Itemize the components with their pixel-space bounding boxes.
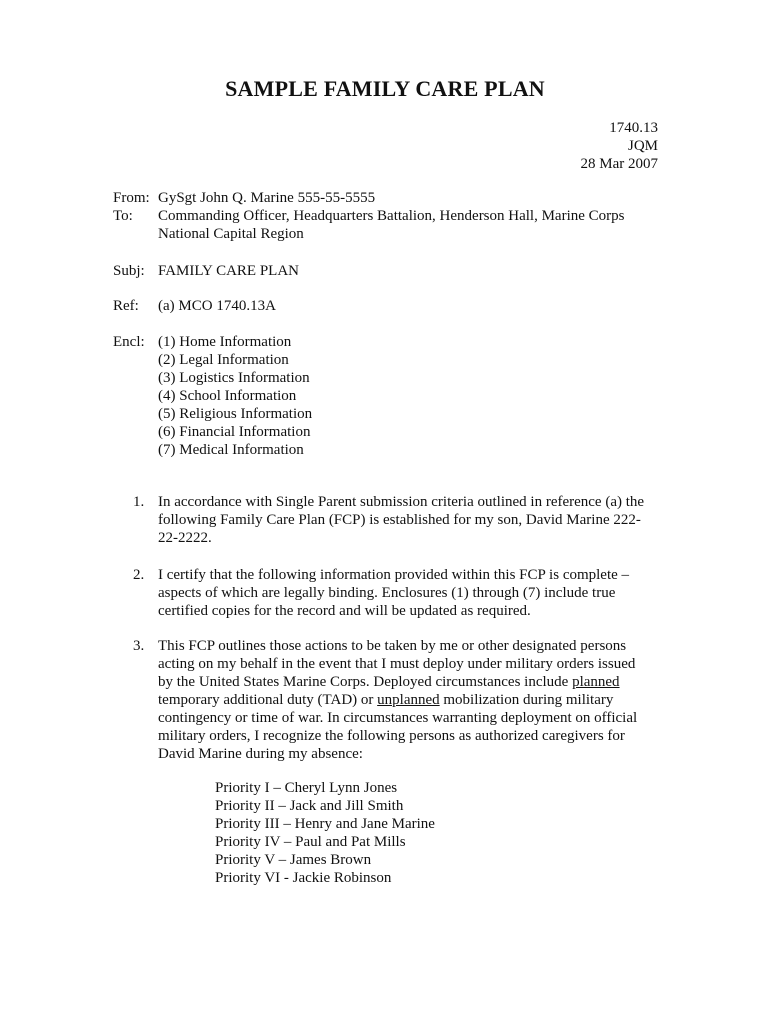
to-line — [113, 207, 625, 243]
paragraph-3 — [133, 637, 653, 763]
enclosure-item: (1) Home Information — [158, 334, 292, 350]
enclosure-item: (5) Religious Information — [158, 406, 313, 422]
priority-item: Priority VI - Jackie Robinson — [215, 870, 392, 886]
from-label: From: — [113, 190, 150, 206]
paragraph-number: 1. — [133, 494, 145, 510]
paragraph-line: military orders, I recognize the following persons as authorized caregivers for — [158, 728, 625, 744]
priority-item: Priority IV – Paul and Pat Mills — [215, 834, 406, 850]
reference-value: (a) MCO 1740.13A — [158, 298, 276, 314]
line-text: temporary additional duty (TAD) or — [158, 692, 378, 708]
paragraph-number: 2. — [133, 567, 145, 583]
paragraph-line: aspects of which are legally binding. Enclosures (1) through (7) include true — [158, 585, 616, 601]
underlined-unplanned: unplanned — [377, 692, 440, 708]
paragraph-line: This FCP outlines those actions to be taken by me or other designated persons — [158, 638, 627, 654]
reference-label: Ref: — [113, 298, 139, 314]
paragraph-line: contingency or time of war. In circumstances warranting deployment on official — [158, 710, 638, 726]
subject-value: FAMILY CARE PLAN — [158, 263, 300, 279]
priority-item: Priority III – Henry and Jane Marine — [215, 816, 435, 832]
line-text: mobilization during military — [439, 692, 614, 708]
reference-block — [581, 119, 659, 173]
paragraph-line: In accordance with Single Parent submission criteria outlined in reference (a) the — [158, 494, 645, 510]
paragraph-line: David Marine during my absence: — [158, 746, 363, 762]
priority-item: Priority I – Cheryl Lynn Jones — [215, 780, 398, 796]
paragraph-line: following Family Care Plan (FCP) is established for my son, David Marine 222- — [158, 512, 641, 528]
priority-item: Priority II – Jack and Jill Smith — [215, 798, 404, 814]
paragraph-line — [158, 673, 637, 691]
from-line — [113, 189, 375, 207]
reference-line — [113, 297, 276, 315]
from-value: GySgt John Q. Marine 555-55-5555 — [158, 190, 376, 206]
enclosure-item: (2) Legal Information — [158, 352, 289, 368]
ssic-number: 1740.13 — [609, 120, 658, 136]
to-label: To: — [113, 208, 133, 224]
enclosure-label: Encl: — [113, 334, 145, 350]
paragraph-1 — [133, 493, 653, 547]
paragraph-2 — [133, 566, 653, 620]
priority-item: Priority V – James Brown — [215, 852, 372, 868]
paragraph-line: I certify that the following information provided within this FCP is complete – — [158, 567, 630, 583]
to-value-line2: National Capital Region — [158, 226, 304, 242]
paragraph-line: acting on my behalf in the event that I must deploy under military orders issued — [158, 656, 636, 672]
enclosure-list — [158, 333, 312, 459]
to-value-line1: Commanding Officer, Headquarters Battalion, Henderson Hall, Marine Corps — [158, 208, 625, 224]
subject-line — [113, 262, 299, 280]
office-code: JQM — [627, 138, 658, 154]
enclosure-item: (6) Financial Information — [158, 424, 311, 440]
enclosure-item: (7) Medical Information — [158, 442, 304, 458]
document-title: SAMPLE FAMILY CARE PLAN — [225, 76, 545, 101]
paragraph-line: 22-2222. — [158, 530, 212, 546]
underlined-planned: planned — [572, 674, 620, 690]
enclosure-item: (3) Logistics Information — [158, 370, 310, 386]
paragraph-line — [158, 691, 637, 709]
caregiver-priority-list — [215, 779, 435, 887]
enclosure-item: (4) School Information — [158, 388, 297, 404]
line-text: by the United States Marine Corps. Deployed circumstances include — [158, 674, 573, 690]
paragraph-number: 3. — [133, 638, 145, 654]
subject-label: Subj: — [113, 263, 145, 279]
paragraph-line: certified copies for the record and will be updated as required. — [158, 603, 531, 619]
enclosure-line — [113, 333, 158, 351]
document-date: 28 Mar 2007 — [580, 156, 658, 172]
